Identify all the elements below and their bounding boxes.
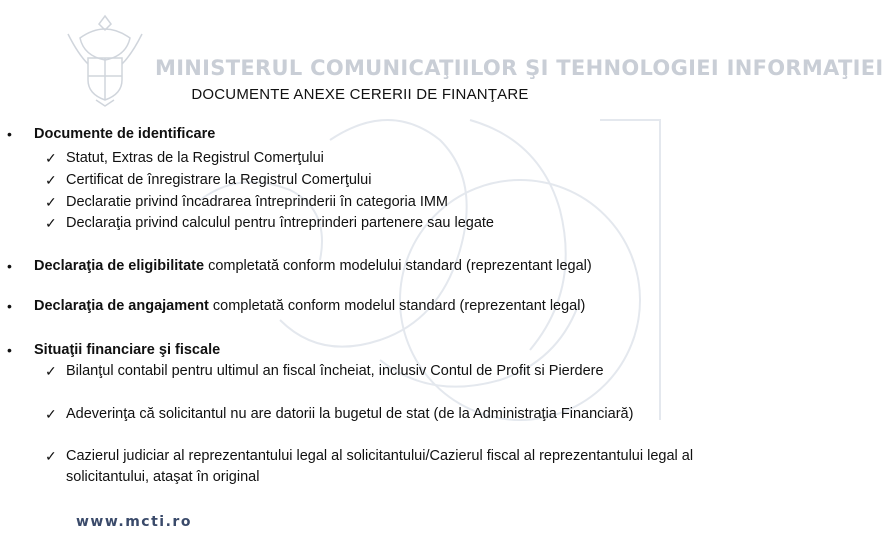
website-url: www.mcti.ro [76,514,192,530]
item-heading: Declaraţia de angajament [34,298,209,314]
item-heading: Situaţii financiare şi fiscale [34,342,221,358]
sub-item-text: Certificat de înregistrare la Registrul Comerţului [66,172,372,188]
checkmark-icon: ✓ [45,150,57,166]
sub-item-text: Bilanţul contabil pentru ultimul an fiscal încheiat, inclusiv Contul de Profit si Pierdere [66,363,604,379]
sub-item-text: Declaraţia privind calculul pentru întreprinderi partenere sau legate [66,215,494,231]
sub-item-text: Adeverinţa că solicitantul nu are datorii la bugetul de stat (de la Administraţia Financiară) [66,406,634,422]
checkmark-icon: ✓ [45,406,57,422]
item-heading: Documente de identificare [34,126,216,142]
sub-item-text: Declaratie privind încadrarea întreprinderii în categoria IMM [66,194,449,210]
checkmark-icon: ✓ [45,215,57,231]
sub-item-text: Cazierul judiciar al reprezentantului legal al solicitantului/Cazierul fiscal al reprezentantului legal al solicitantului, ataşat în original [66,448,694,485]
bullet-icon: • [7,298,12,314]
bullet-icon: • [7,258,12,274]
sub-item-text: Statut, Extras de la Registrul Comerţului [66,150,324,166]
bullet-icon: • [7,342,12,358]
page-title: DOCUMENTE ANEXE CERERII DE FINANŢARE [191,86,529,103]
item-text [34,296,585,317]
checkmark-icon: ✓ [45,172,57,188]
ministry-name-watermark: MINISTERUL COMUNICAŢIILOR ŞI TEHNOLOGIEI INFORMAŢIEI [155,56,883,80]
item-description: completată conform modelul standard (reprezentant legal) [208,298,586,314]
checkmark-icon: ✓ [45,194,57,210]
checkmark-icon: ✓ [45,448,57,464]
item-text [34,256,592,277]
checkmark-icon: ✓ [45,363,57,379]
item-heading: Declaraţia de eligibilitate [34,258,205,274]
item-description: completată conform modelului standard (reprezentant legal) [204,258,592,274]
bullet-icon: • [7,126,12,142]
